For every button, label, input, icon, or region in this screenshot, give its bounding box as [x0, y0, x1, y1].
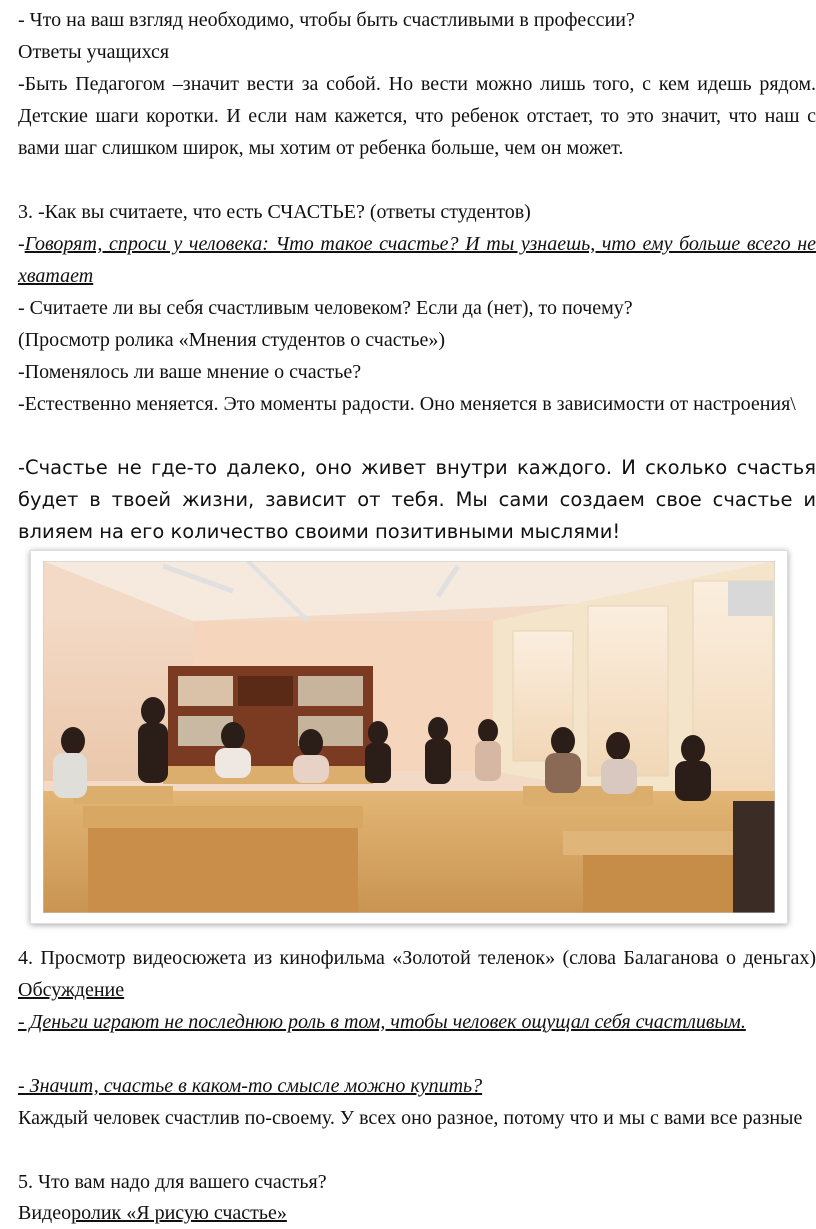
answer-opinion-changed: -Естественно меняется. Это моменты радости. Оно меняется в зависимости от настроения\ [18, 393, 796, 415]
answer-happiness-inside: -Счастье не где-то далеко, оно живет внутри каждого. И сколько счастья будет в твоей жизни, зависит от тебя. Мы сами создаем свое счастье и влияем на его количество своими позитивными мыслями! [18, 456, 816, 543]
video-drawing-happiness: Видеоролик «Я рисую счастье» [18, 1202, 287, 1224]
question-happiness: 3. -Как вы считаете, что есть СЧАСТЬЕ? (ответы студентов) [18, 201, 531, 223]
discussion-label: Обсуждение [18, 979, 125, 1001]
question-happy-person: - Считаете ли вы себя счастливым человеком? Если да (нет), то почему? [18, 297, 633, 319]
question-profession [18, 4, 816, 36]
quote-happiness: -Говорят, спроси у человека: Что такое счастье? И ты узнаешь, что ему больше всего не хватает [18, 233, 816, 287]
money-statement: - Деньги играют не последнюю роль в том, чтобы человек ощущал себя счастливым. [18, 1011, 746, 1033]
everyone-happy: Каждый человек счастлив по-своему. У всех оно разное, потому что и мы с вами все разные [18, 1107, 803, 1129]
video-students-opinions: (Просмотр ролика «Мнения студентов о счастье») [18, 329, 445, 351]
item-4-golden-calf [18, 942, 816, 1006]
video-link: ролик «Я рисую счастье» [71, 1202, 287, 1224]
question-opinion-changed: -Поменялось ли ваше мнение о счастье? [18, 361, 362, 383]
question-profession-text: - Что на ваш взгляд необходимо, чтобы быть счастливыми в профессии? [18, 9, 635, 31]
classroom-illustration [43, 561, 775, 913]
money-question: - Значит, счастье в каком-то смысле можно купить? [18, 1075, 483, 1097]
classroom-photo-frame [30, 550, 788, 924]
quote-text: Говорят, спроси у человека: Что такое счастье? И ты узнаешь, что ему больше всего не хватает [18, 233, 816, 287]
answer-pedagogue: -Быть Педагогом –значит вести за собой. Но вести можно лишь того, с кем идешь рядом. Детские шаги коротки. И если нам кажется, что ребенок отстает, то это значит, что наш с вами шаг слишком широк, мы хотим от ребенка больше, чем он может. [18, 73, 816, 159]
question-5: 5. Что вам надо для вашего счастья? [18, 1171, 327, 1193]
students-answers-label: Ответы учащихся [18, 41, 170, 63]
classroom-photo [43, 561, 775, 913]
item-4-text: 4. Просмотр видеосюжета из кинофильма «Золотой теленок» (слова Балаганова о деньгах) [18, 947, 816, 969]
